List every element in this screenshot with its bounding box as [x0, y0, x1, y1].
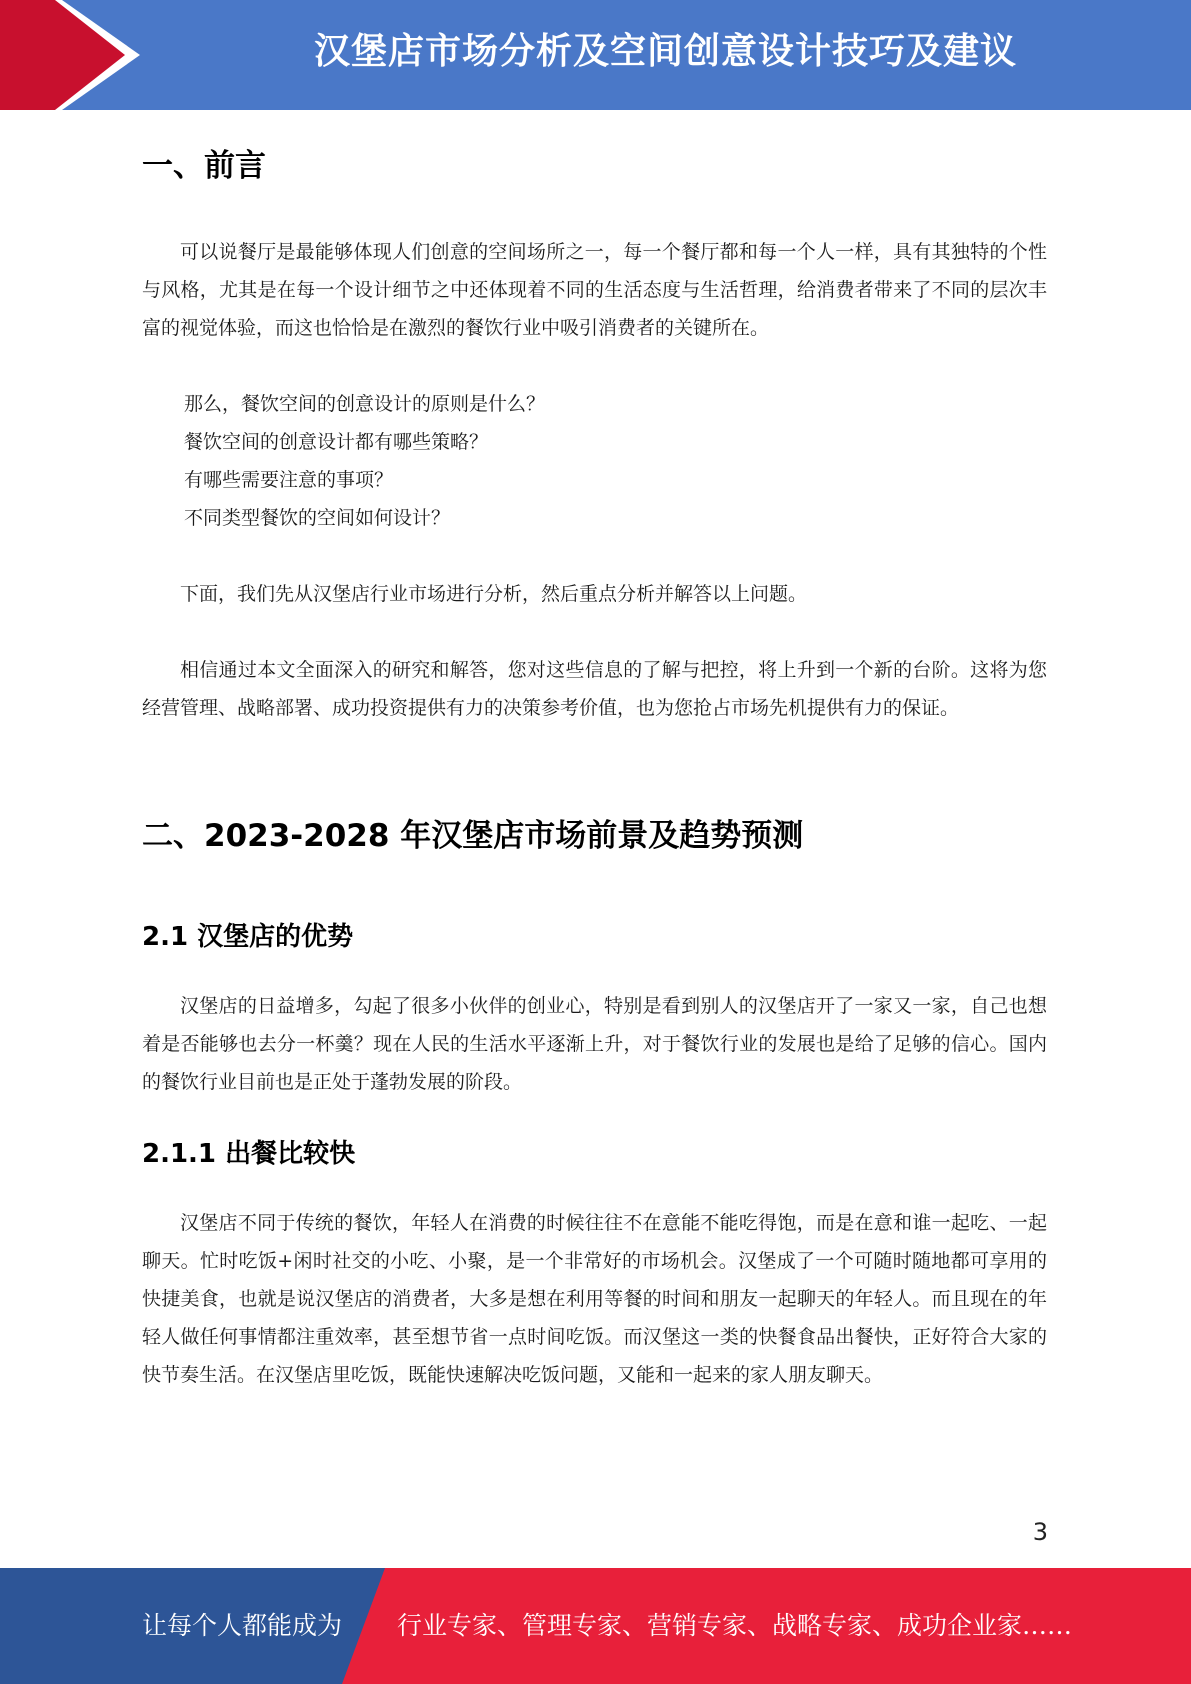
- question-item: 那么，餐饮空间的创意设计的原则是什么？: [184, 393, 546, 415]
- question-item: 餐饮空间的创意设计都有哪些策略？: [184, 431, 489, 453]
- subsection-heading-fast-serving: 2.1.1 出餐比较快: [142, 1139, 356, 1169]
- footer-banner: [0, 1568, 1191, 1684]
- preface-paragraph-3: 相信通过本文全面深入的研究和解答，您对这些信息的了解与把控，将上升到一个新的台阶。这将为您经营管理、战略部署、成功投资提供有力的决策参考价值，也为您抢占市场先机提供有力的保证。: [142, 659, 1047, 719]
- footer-slogan-left: 让每个人都能成为: [142, 1611, 343, 1640]
- fast-serving-paragraph: 汉堡店不同于传统的餐饮，年轻人在消费的时候往往不在意能不能吃得饱，而是在意和谁一起吃、一起聊天。忙时吃饭+闲时社交的小吃、小聚，是一个非常好的市场机会。汉堡成了一个可随时随地都可享用的快捷美食，也就是说汉堡店的消费者，大多是想在利用等餐的时间和朋友一起聊天的年轻人。而且现在的年轻人做任何事情都注重效率，甚至想节省一点时间吃饭。而汉堡这一类的快餐食品出餐快，正好符合大家的快节奏生活。在汉堡店里吃饭，既能快速解决吃饭问题，又能和一起来的家人朋友聊天。: [142, 1212, 1047, 1386]
- footer-slogan-right: 行业专家、管理专家、营销专家、战略专家、成功企业家……: [397, 1611, 1073, 1640]
- preface-paragraph-1: 可以说餐厅是最能够体现人们创意的空间场所之一，每一个餐厅都和每一个人一样，具有其独特的个性与风格，尤其是在每一个设计细节之中还体现着不同的生活态度与生活哲理，给消费者带来了不同的层次丰富的视觉体验，而这也恰恰是在激烈的餐饮行业中吸引消费者的关键所在。: [142, 241, 1047, 339]
- header-banner: [0, 0, 1191, 110]
- section-heading-forecast: 二、2023-2028 年汉堡店市场前景及趋势预测: [142, 818, 804, 854]
- section-heading-preface: 一、前言: [142, 148, 266, 184]
- page-number: 3: [1032, 1518, 1048, 1546]
- subsection-heading-advantages: 2.1 汉堡店的优势: [142, 922, 354, 952]
- document-title: 汉堡店市场分析及空间创意设计技巧及建议: [313, 31, 1017, 72]
- question-item: 不同类型餐饮的空间如何设计？: [184, 507, 451, 529]
- question-item: 有哪些需要注意的事项？: [184, 469, 394, 491]
- question-list: [184, 385, 545, 537]
- preface-paragraph-2: 下面，我们先从汉堡店行业市场进行分析，然后重点分析并解答以上问题。: [180, 583, 808, 605]
- header-red-chevron: [0, 0, 140, 110]
- advantages-paragraph: 汉堡店的日益增多，勾起了很多小伙伴的创业心，特别是看到别人的汉堡店开了一家又一家，自己也想着是否能够也去分一杯羹？现在人民的生活水平逐渐上升，对于餐饮行业的发展也是给了足够的信心。国内的餐饮行业目前也是正处于蓬勃发展的阶段。: [142, 995, 1047, 1093]
